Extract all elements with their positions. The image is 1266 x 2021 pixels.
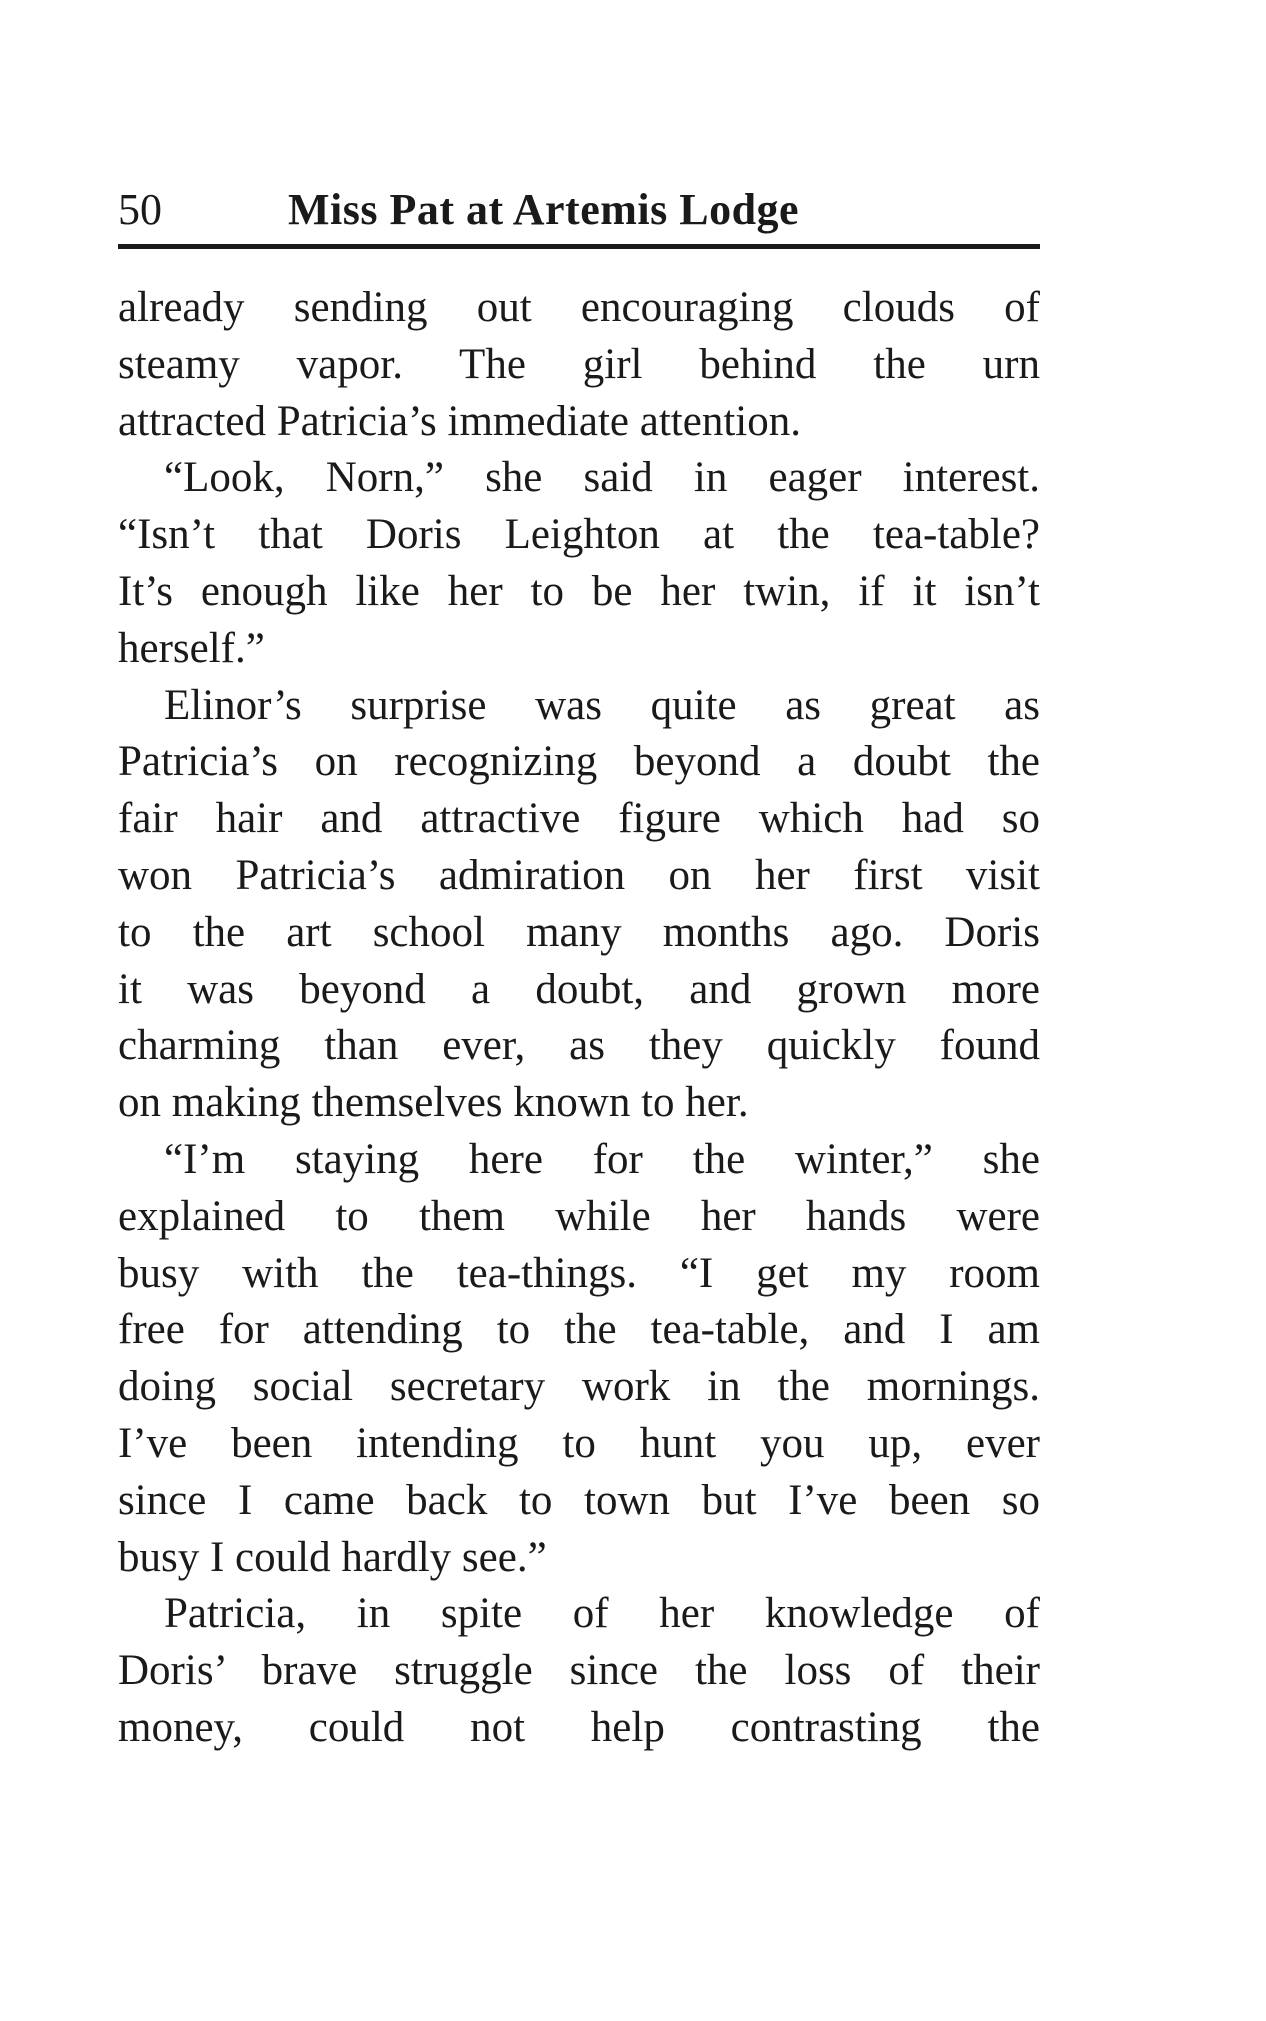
text-line: since I came back to town but I’ve been so [118, 1476, 1040, 1524]
text-line: fair hair and attractive figure which had so [118, 795, 1040, 843]
text-line: busy with the tea-things. “I get my room [118, 1249, 1040, 1297]
text-line: explained to them while her hands were [118, 1192, 1040, 1240]
text-line: Patricia, in spite of her knowledge of [164, 1590, 1040, 1638]
text-line: it was beyond a doubt, and grown more [118, 965, 1040, 1013]
text-line: free for attending to the tea-table, and I am [118, 1306, 1040, 1354]
text-line: charming than ever, as they quickly found [118, 1022, 1040, 1070]
header-rule [118, 244, 1040, 249]
text-line: “Look, Norn,” she said in eager interest. [164, 454, 1040, 502]
text-line: I’ve been intending to hunt you up, ever [118, 1419, 1040, 1467]
text-line: steamy vapor. The girl behind the urn [118, 340, 1040, 388]
text-line: attracted Patricia’s immediate attention. [118, 397, 801, 445]
text-line: “I’m staying here for the winter,” she [164, 1135, 1040, 1183]
text-line: to the art school many months ago. Doris [118, 908, 1040, 956]
text-line: It’s enough like her to be her twin, if it isn’t [118, 567, 1040, 615]
book-title: Miss Pat at Artemis Lodge [288, 185, 800, 234]
running-head [118, 178, 1040, 248]
text-line: Patricia’s on recognizing beyond a doubt the [118, 738, 1040, 786]
body-text [118, 280, 1040, 1757]
text-line: busy I could hardly see.” [118, 1533, 547, 1581]
text-line: herself.” [118, 624, 265, 672]
page-number: 50 [118, 185, 162, 234]
text-line: doing social secretary work in the mornings. [118, 1363, 1040, 1411]
text-line: already sending out encouraging clouds of [118, 284, 1040, 331]
text-line: on making themselves known to her. [118, 1079, 749, 1127]
text-line: money, could not help contrasting the [118, 1703, 1040, 1751]
text-line: “Isn’t that Doris Leighton at the tea-table? [118, 511, 1040, 559]
text-line: Elinor’s surprise was quite as great as [164, 681, 1040, 729]
text-line: won Patricia’s admiration on her first visit [118, 851, 1040, 899]
text-line: Doris’ brave struggle since the loss of their [118, 1647, 1040, 1695]
